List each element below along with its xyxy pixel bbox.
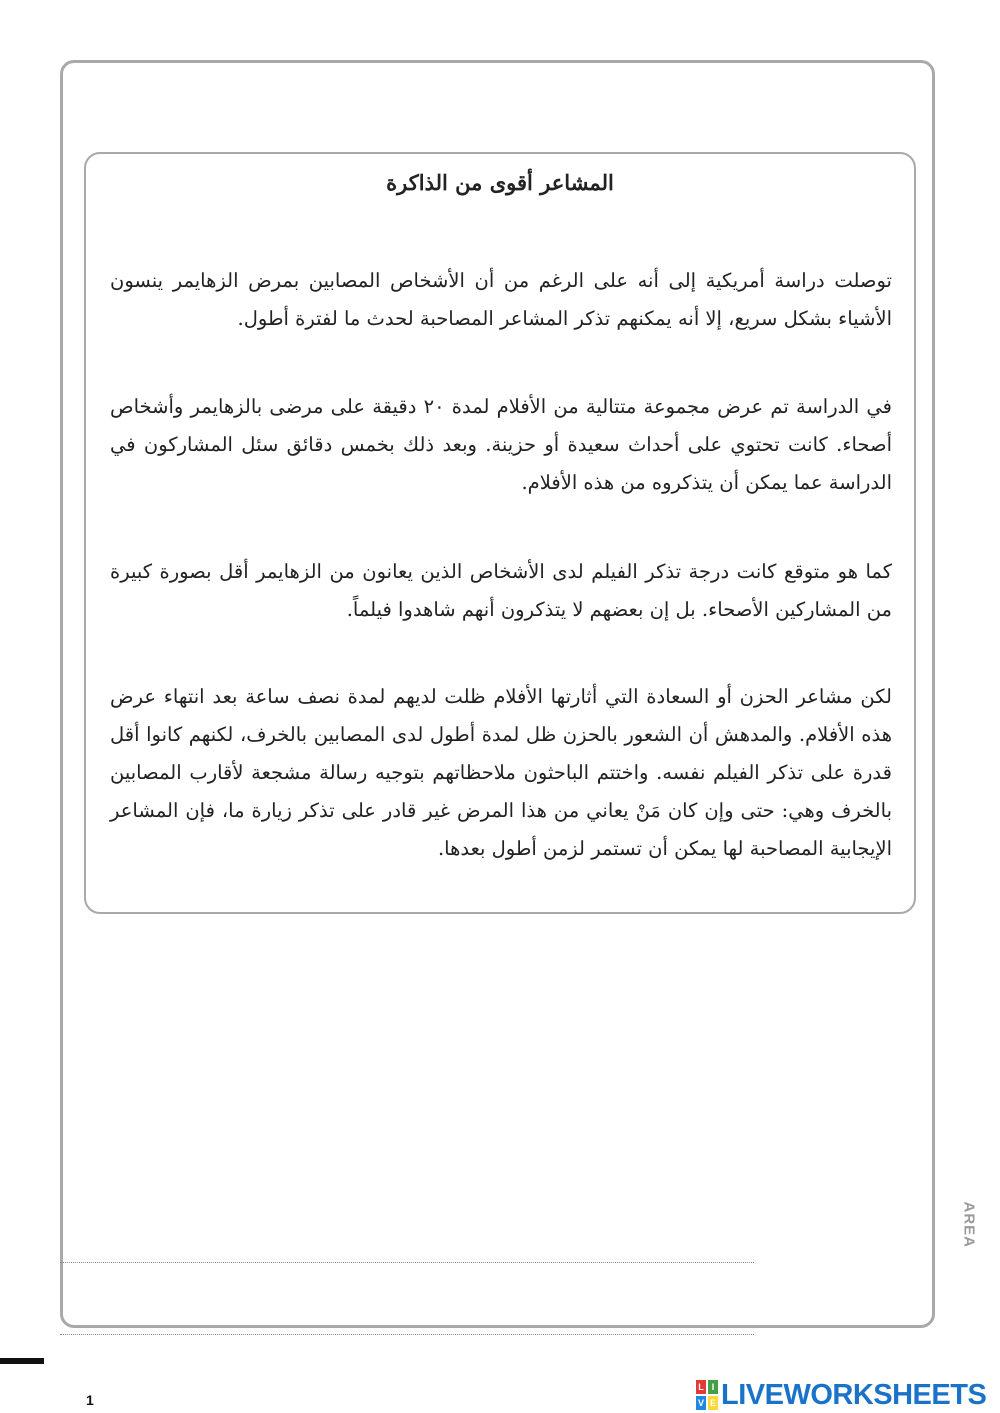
- dotted-divider: [60, 1334, 754, 1335]
- logo-letter: V: [697, 1398, 704, 1408]
- logo-icon: [696, 1380, 718, 1410]
- paragraph-4: لكن مشاعر الحزن أو السعادة التي أثارتها الأفلام ظلت لديهم لمدة نصف ساعة بعد انتهاء عرض هذه الأفلام. والمدهش أن الشعور بالحزن ظل لمدة أطول لدى المصابين بالخرف، لكنهم كانوا أقل قدرة على تذكر الفيلم نفسه. واختتم الباحثون ملاحظاتهم بتوجيه رسالة مشجعة لأقارب المصابين بالخرف وهي: حتى وإن كان مَنْ يعاني من هذا المرض غير قادر على تذكر زيارة ما، فإن المشاعر الإيجابية المصاحبة لها يمكن أن تستمر لزمن أطول بعدها.: [110, 685, 892, 860]
- paragraph-1: توصلت دراسة أمريكية إلى أنه على الرغم من أن الأشخاص المصابين بمرض الزهايمر ينسون الأشياء بشكل سريع، إلا أنه يمكنهم تذكر المشاعر المصاحبة لحدث ما لفترة أطول.: [110, 269, 892, 330]
- logo-letter: I: [708, 1380, 718, 1394]
- side-area-label: AREA: [960, 1201, 978, 1249]
- logo-letter: E: [709, 1398, 716, 1408]
- paragraph-2: في الدراسة تم عرض مجموعة متتالية من الأفلام لمدة ٢٠ دقيقة على مرضى بالزهايمر وأشخاص أصحاء. كانت تحتوي على أحداث سعيدة أو حزينة. وبعد ذلك بخمس دقائق سئل المشاركون في الدراسة عما يمكن أن يتذكروه من هذه الأفلام.: [110, 395, 893, 494]
- logo-letter: L: [696, 1380, 706, 1394]
- paragraph-3: كما هو متوقع كانت درجة تذكر الفيلم لدى الأشخاص الذين يعانون من الزهايمر أقل بصورة كبيرة من المشاركين الأصحاء. بل إن بعضهم لا يتذكرون أنهم شاهدوا فيلماً.: [110, 560, 892, 621]
- document-title: المشاعر أقوى من الذاكرة: [386, 170, 614, 195]
- corner-bar: [0, 1358, 44, 1364]
- brand-name: LIVEWORKSHEETS: [721, 1378, 987, 1411]
- dotted-divider: [60, 1262, 754, 1263]
- liveworksheets-logo[interactable]: [696, 1378, 986, 1412]
- page-number: 1: [86, 1392, 94, 1408]
